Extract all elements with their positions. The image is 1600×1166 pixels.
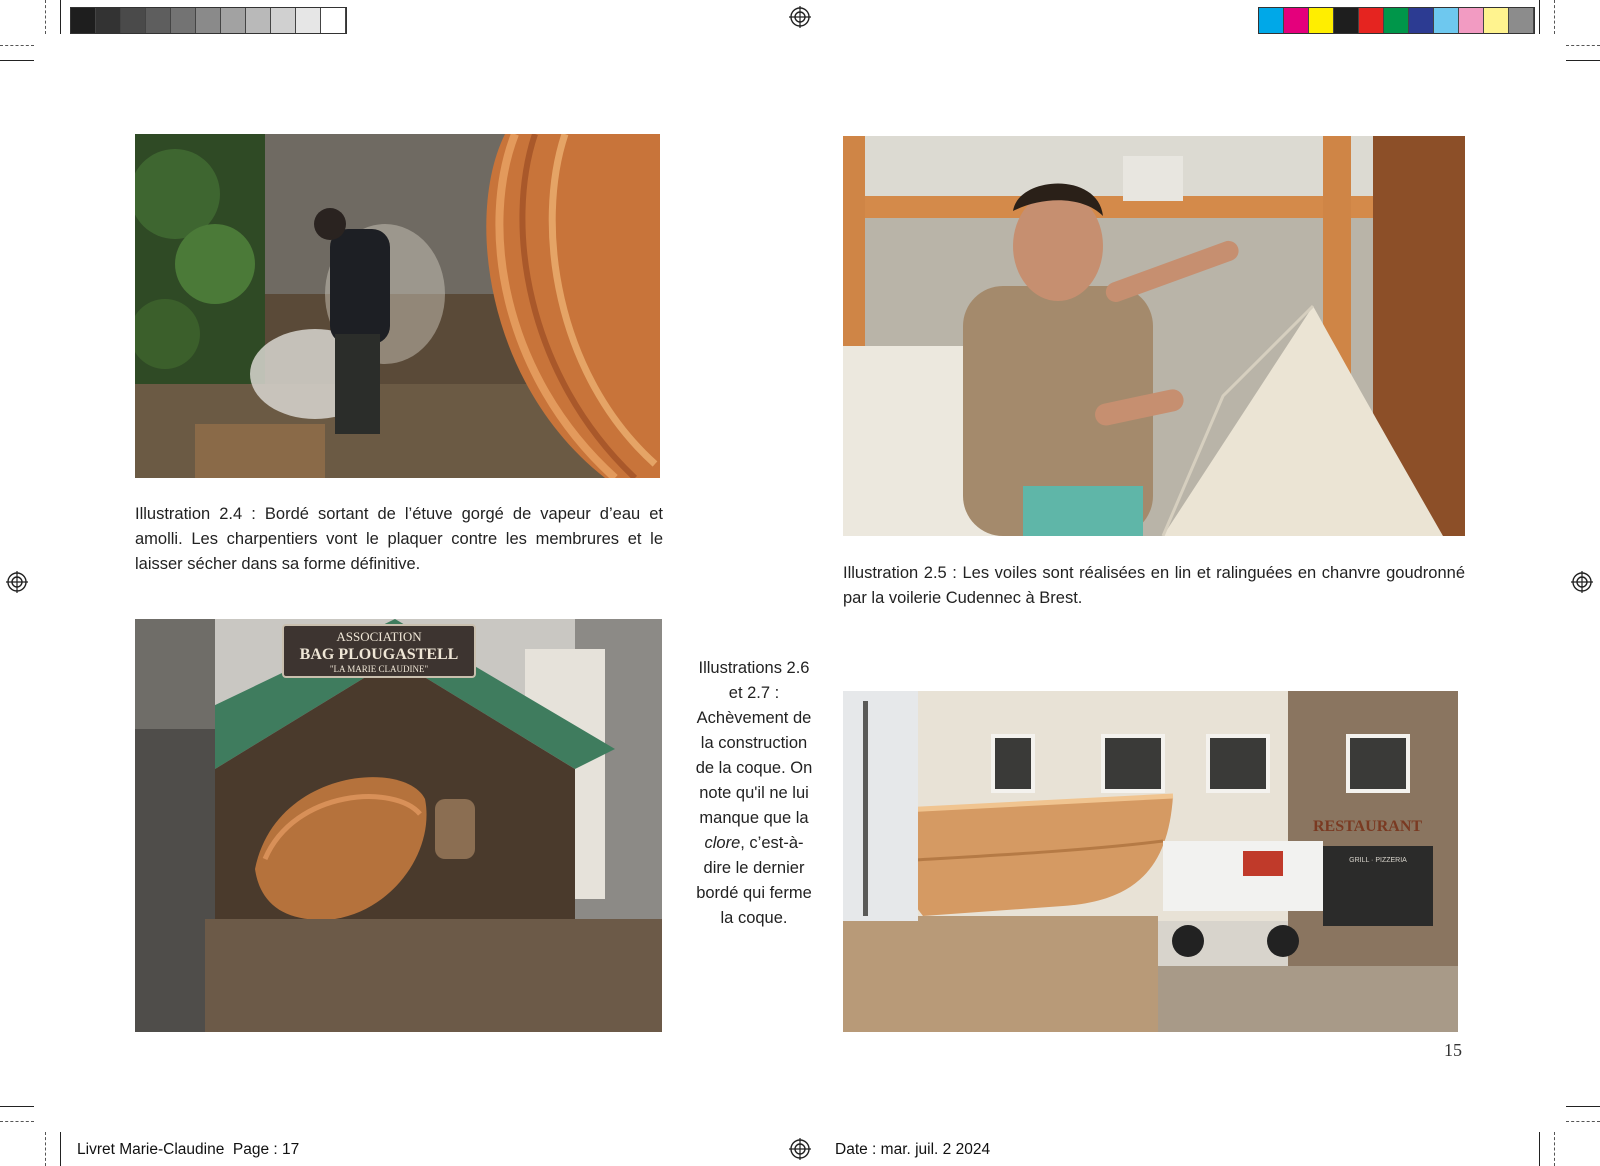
grayscale-calibration-bar	[70, 7, 347, 34]
gray-swatch	[196, 8, 221, 33]
caption-illustration-2-4: Illustration 2.4 : Bordé sortant de l’étuve gorgé de vapeur d’eau et amolli. Les charpentiers vont le plaquer contre les membrures et le laisser sécher dans sa forme définitive.	[135, 505, 663, 573]
crop-mark	[1566, 45, 1600, 46]
color-swatch	[1309, 8, 1334, 33]
gray-swatch	[271, 8, 296, 33]
registration-mark-icon	[789, 6, 811, 28]
registration-mark-icon	[1571, 571, 1593, 593]
caption-text-part-1: Illustrations 2.6 et 2.7 : Achèvement de la construction de la coque. On note qu'il ne lui manque que la	[695, 659, 813, 827]
crop-mark	[0, 45, 34, 46]
crop-mark	[1554, 0, 1555, 34]
storefront-sign-restaurant: RESTAURANT	[1313, 818, 1423, 835]
color-swatch	[1484, 8, 1509, 33]
color-swatch	[1509, 8, 1534, 33]
gray-swatch	[296, 8, 321, 33]
caption-text-part-2: , c’est-à-dire le dernier bordé qui ferme la coque.	[696, 834, 812, 927]
caption-illustration-2-5: Illustration 2.5 : Les voiles sont réalisées en lin et ralinguées en chanvre goudronné par la voilerie Cudennec à Brest.	[843, 564, 1465, 607]
color-swatch	[1384, 8, 1409, 33]
footer-document-info: Livret Marie-Claudine Page : 17	[77, 1141, 300, 1158]
gray-swatch	[221, 8, 246, 33]
crop-mark	[1566, 1106, 1600, 1107]
color-swatch	[1259, 8, 1284, 33]
photo-steamed-plank	[135, 134, 660, 478]
crop-mark	[45, 0, 46, 34]
gray-swatch	[321, 8, 346, 33]
gray-swatch	[96, 8, 121, 33]
color-swatch	[1434, 8, 1459, 33]
crop-mark	[1566, 60, 1600, 61]
crop-mark	[0, 60, 34, 61]
gray-swatch	[146, 8, 171, 33]
gray-swatch	[246, 8, 271, 33]
crop-mark	[1566, 1121, 1600, 1122]
registration-mark-icon	[6, 571, 28, 593]
photo-sail-maker	[843, 136, 1465, 536]
color-swatch	[1334, 8, 1359, 33]
page-number: 15	[1444, 1040, 1462, 1060]
crop-mark	[0, 1121, 34, 1122]
registration-mark-icon	[789, 1138, 811, 1160]
crop-mark	[60, 0, 61, 34]
sign-line-1: ASSOCIATION	[336, 629, 422, 644]
caption-illustrations-2-6-2-7	[692, 656, 816, 931]
gray-swatch	[171, 8, 196, 33]
color-swatch	[1284, 8, 1309, 33]
sign-line-2: BAG PLOUGASTELL	[299, 646, 459, 663]
color-swatch	[1409, 8, 1434, 33]
crop-mark	[1539, 1132, 1540, 1166]
crop-mark	[60, 1132, 61, 1166]
photo-boat-under-shed	[135, 619, 662, 1032]
crop-mark	[1539, 0, 1540, 34]
sign-line-3: "LA MARIE CLAUDINE"	[329, 664, 429, 674]
crop-mark	[0, 1106, 34, 1107]
gray-swatch	[71, 8, 96, 33]
crop-mark	[1554, 1132, 1555, 1166]
caption-emphasis: clore	[704, 834, 741, 852]
crop-mark	[45, 1132, 46, 1166]
storefront-small-sign: GRILL · PIZZERIA	[1349, 857, 1407, 864]
color-swatch	[1359, 8, 1384, 33]
color-swatch	[1459, 8, 1484, 33]
color-calibration-bar	[1258, 7, 1535, 34]
photo-boat-on-truck	[843, 691, 1458, 1032]
gray-swatch	[121, 8, 146, 33]
footer-date: Date : mar. juil. 2 2024	[835, 1141, 991, 1158]
